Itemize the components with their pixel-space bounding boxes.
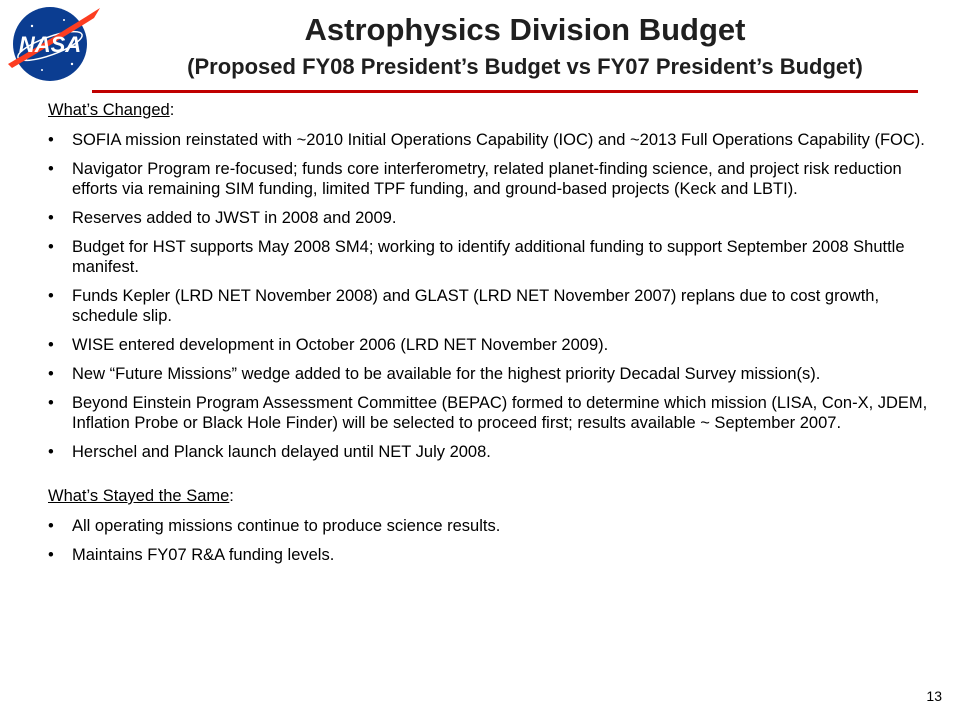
bullet: •: [48, 131, 54, 149]
bullet: •: [48, 209, 54, 227]
same-heading: [48, 486, 928, 506]
slide-content: [48, 100, 928, 574]
bullet: •: [48, 443, 54, 461]
bullet: •: [48, 238, 54, 256]
changed-heading-colon: :: [169, 101, 175, 119]
same-heading-colon: :: [229, 487, 234, 505]
list-item: [48, 335, 928, 355]
list-item-text: All operating missions continue to produce science results.: [72, 517, 501, 535]
changed-heading: [48, 100, 928, 120]
list-item-text: WISE entered development in October 2006 (LRD NET November 2009).: [72, 336, 609, 354]
list-item: [48, 237, 928, 277]
bullet: •: [48, 287, 54, 305]
list-item-text: Navigator Program re-focused; funds core interferometry, related planet-finding science, and project risk reduction efforts via remaining SIM funding, limited TPF funding, and ground-based projects (Keck and LBTI).: [72, 160, 902, 198]
list-item: [48, 208, 928, 228]
svg-text:NASA: NASA: [18, 32, 82, 57]
page-title: Astrophysics Division Budget: [304, 12, 746, 47]
list-item-text: Herschel and Planck launch delayed until NET July 2008.: [72, 443, 491, 461]
nasa-logo: [2, 2, 104, 84]
title-block: [95, 12, 955, 80]
page-subtitle: (Proposed FY08 President’s Budget vs FY07 President’s Budget): [187, 54, 863, 79]
bullet: •: [48, 365, 54, 383]
bullet: •: [48, 160, 54, 178]
list-item: [48, 130, 928, 150]
bullet: •: [48, 517, 54, 535]
list-item-text: Budget for HST supports May 2008 SM4; working to identify additional funding to support September 2008 Shuttle manifest.: [72, 238, 905, 276]
changed-list: [48, 130, 928, 462]
list-item-text: New “Future Missions” wedge added to be available for the highest priority Decadal Survey mission(s).: [72, 365, 821, 383]
list-item: [48, 516, 928, 536]
changed-heading-text: What’s Changed: [48, 101, 170, 119]
list-item: [48, 393, 928, 433]
list-item: [48, 159, 928, 199]
list-item-text: Funds Kepler (LRD NET November 2008) and GLAST (LRD NET November 2007) replans due to cost growth, schedule slip.: [72, 287, 880, 325]
bullet: •: [48, 546, 54, 564]
list-item: [48, 364, 928, 384]
section-spacer: [48, 471, 928, 486]
list-item: [48, 286, 928, 326]
same-heading-text: What’s Stayed the Same: [48, 487, 230, 505]
list-item-text: SOFIA mission reinstated with ~2010 Initial Operations Capability (IOC) and ~2013 Full Operations Capability (FOC).: [72, 131, 925, 149]
bullet: •: [48, 336, 54, 354]
list-item: [48, 442, 928, 462]
list-item-text: Beyond Einstein Program Assessment Committee (BEPAC) formed to determine which mission (LISA, Con-X, JDEM, Inflation Probe or Black Hole Finder) will be selected to proceed first; results available ~ September 2007.: [72, 394, 928, 432]
page-number: 13: [926, 688, 942, 704]
list-item: [48, 545, 928, 565]
same-list: [48, 516, 928, 565]
title-divider: [92, 90, 918, 93]
list-item-text: Maintains FY07 R&A funding levels.: [72, 546, 335, 564]
list-item-text: Reserves added to JWST in 2008 and 2009.: [72, 209, 397, 227]
bullet: •: [48, 394, 54, 412]
